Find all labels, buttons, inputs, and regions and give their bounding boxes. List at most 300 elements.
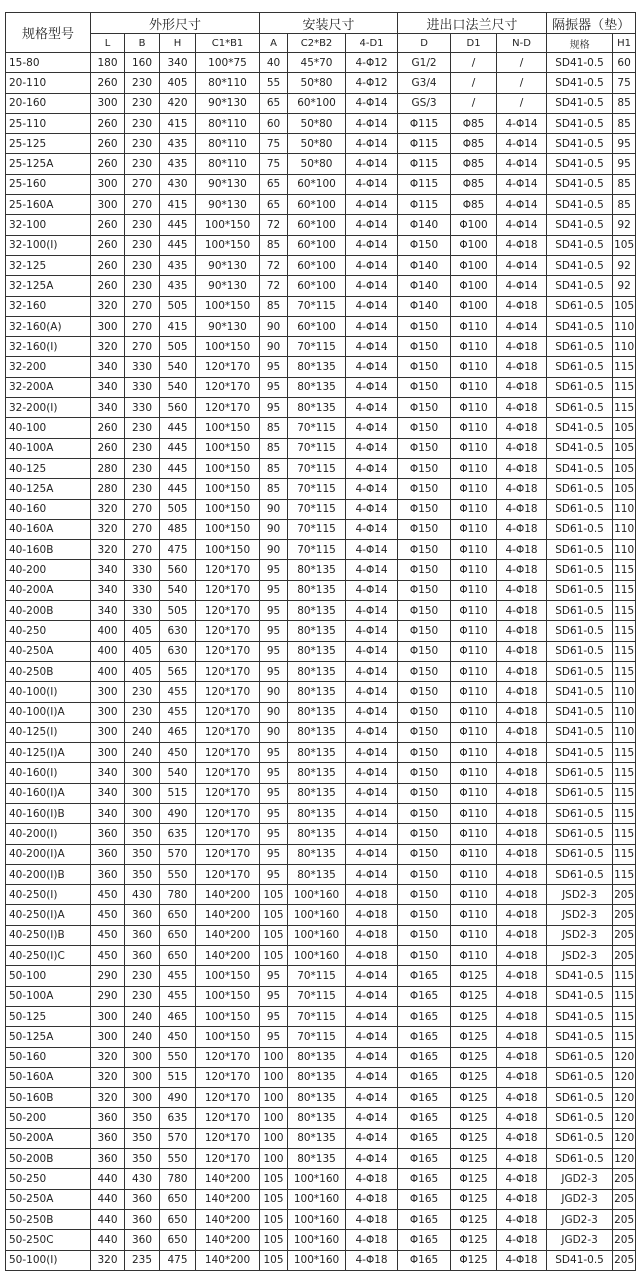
cell-ND: 4-Φ18 [497,540,547,560]
cell-H1: 105 [613,296,636,316]
cell-spec: SD61-0.5 [547,803,613,823]
table-row [6,844,636,864]
cell-C1B1: 140*200 [196,1209,260,1229]
cell-4D1: 4-Φ14 [346,458,398,478]
cell-C1B1: 100*75 [196,53,260,73]
cell-C2B2: 100*160 [288,1230,346,1250]
cell-H1: 115 [613,824,636,844]
cell-L: 450 [91,925,125,945]
cell-D: Φ115 [398,195,451,215]
cell-D: Φ150 [398,702,451,722]
cell-D1: Φ110 [451,824,497,844]
cell-ND: 4-Φ18 [497,864,547,884]
cell-H: 550 [160,1149,196,1169]
cell-spec: SD41-0.5 [547,93,613,113]
cell-ND: 4-Φ18 [497,824,547,844]
cell-ND: 4-Φ18 [497,946,547,966]
cell-ND: 4-Φ18 [497,580,547,600]
cell-spec: SD41-0.5 [547,1027,613,1047]
cell-ND: 4-Φ18 [497,519,547,539]
cell-C1B1: 120*170 [196,763,260,783]
cell-H1: 115 [613,560,636,580]
cell-4D1: 4-Φ14 [346,418,398,438]
cell-D1: Φ85 [451,113,497,133]
table-row [6,1067,636,1087]
cell-B: 230 [125,702,160,722]
cell-H1: 115 [613,580,636,600]
cell-C1B1: 100*150 [196,986,260,1006]
cell-4D1: 4-Φ14 [346,824,398,844]
cell-spec: SD61-0.5 [547,1128,613,1148]
cell-4D1: 4-Φ14 [346,499,398,519]
cell-D: Φ165 [398,1230,451,1250]
table-row [6,1108,636,1128]
cell-C2B2: 80*135 [288,580,346,600]
cell-A: 100 [260,1149,288,1169]
cell-L: 290 [91,966,125,986]
cell-ND: 4-Φ18 [497,479,547,499]
cell-B: 330 [125,357,160,377]
cell-D1: Φ100 [451,255,497,275]
cell-C2B2: 100*160 [288,905,346,925]
cell-H: 650 [160,905,196,925]
cell-spec: JSD2-3 [547,905,613,925]
cell-C2B2: 80*135 [288,743,346,763]
cell-spec: SD61-0.5 [547,864,613,884]
table-row [6,722,636,742]
cell-H: 450 [160,1027,196,1047]
cell-D: Φ150 [398,418,451,438]
cell-D1: Φ100 [451,215,497,235]
cell-spec: SD61-0.5 [547,398,613,418]
cell-ND: / [497,93,547,113]
cell-ND: 4-Φ18 [497,702,547,722]
cell-B: 230 [125,93,160,113]
cell-D: Φ165 [398,1067,451,1087]
cell-A: 105 [260,946,288,966]
cell-model: 50-250B [6,1209,91,1229]
cell-model: 50-250C [6,1230,91,1250]
cell-model: 32-100 [6,215,91,235]
cell-model: 32-160(I) [6,337,91,357]
cell-B: 240 [125,722,160,742]
cell-A: 72 [260,276,288,296]
cell-B: 270 [125,316,160,336]
cell-L: 360 [91,864,125,884]
cell-H1: 115 [613,1006,636,1026]
cell-4D1: 4-Φ14 [346,357,398,377]
cell-spec: SD41-0.5 [547,73,613,93]
table-row [6,661,636,681]
cell-4D1: 4-Φ14 [346,864,398,884]
cell-A: 100 [260,1088,288,1108]
cell-D1: Φ110 [451,499,497,519]
cell-C1B1: 80*110 [196,134,260,154]
cell-C1B1: 120*170 [196,1088,260,1108]
cell-spec: SD61-0.5 [547,824,613,844]
cell-H1: 85 [613,174,636,194]
cell-C2B2: 60*100 [288,174,346,194]
cell-H: 515 [160,1067,196,1087]
cell-ND: 4-Φ18 [497,1209,547,1229]
cell-4D1: 4-Φ14 [346,276,398,296]
cell-A: 85 [260,235,288,255]
cell-model: 40-250(I) [6,885,91,905]
cell-H1: 205 [613,1230,636,1250]
cell-L: 180 [91,53,125,73]
cell-H: 445 [160,235,196,255]
cell-H: 630 [160,641,196,661]
cell-B: 230 [125,255,160,275]
cell-H: 550 [160,1047,196,1067]
cell-H: 560 [160,560,196,580]
cell-C2B2: 100*160 [288,946,346,966]
cell-H: 780 [160,1169,196,1189]
cell-A: 100 [260,1047,288,1067]
cell-A: 65 [260,93,288,113]
cell-B: 240 [125,1006,160,1026]
cell-H1: 205 [613,1250,636,1270]
cell-D: Φ150 [398,763,451,783]
cell-4D1: 4-Φ14 [346,255,398,275]
cell-H1: 115 [613,398,636,418]
cell-C1B1: 120*170 [196,560,260,580]
cell-L: 260 [91,73,125,93]
cell-A: 65 [260,174,288,194]
cell-A: 105 [260,905,288,925]
cell-B: 360 [125,1230,160,1250]
cell-L: 260 [91,418,125,438]
table-row [6,1006,636,1026]
cell-L: 440 [91,1169,125,1189]
table-row [6,560,636,580]
cell-D1: Φ110 [451,763,497,783]
cell-4D1: 4-Φ14 [346,296,398,316]
table-row [6,864,636,884]
cell-C1B1: 100*150 [196,1006,260,1026]
cell-L: 300 [91,93,125,113]
cell-4D1: 4-Φ14 [346,1027,398,1047]
cell-model: 40-160A [6,519,91,539]
cell-D1: Φ110 [451,418,497,438]
cell-B: 230 [125,276,160,296]
cell-4D1: 4-Φ14 [346,377,398,397]
cell-C1B1: 90*130 [196,316,260,336]
cell-B: 330 [125,377,160,397]
cell-H1: 205 [613,1209,636,1229]
cell-A: 95 [260,601,288,621]
cell-C2B2: 100*160 [288,1209,346,1229]
cell-H1: 105 [613,418,636,438]
cell-L: 260 [91,134,125,154]
cell-C2B2: 80*135 [288,357,346,377]
cell-D: Φ165 [398,1128,451,1148]
cell-D1: Φ125 [451,1230,497,1250]
cell-ND: 4-Φ18 [497,337,547,357]
cell-spec: SD61-0.5 [547,601,613,621]
cell-C2B2: 70*115 [288,438,346,458]
cell-C1B1: 120*170 [196,621,260,641]
cell-H: 650 [160,1230,196,1250]
cell-C2B2: 60*100 [288,276,346,296]
table-row [6,255,636,275]
cell-4D1: 4-Φ18 [346,1189,398,1209]
cell-L: 440 [91,1230,125,1250]
cell-4D1: 4-Φ14 [346,479,398,499]
table-row [6,986,636,1006]
cell-L: 360 [91,844,125,864]
cell-L: 320 [91,499,125,519]
cell-4D1: 4-Φ14 [346,986,398,1006]
cell-model: 25-125 [6,134,91,154]
cell-C1B1: 120*170 [196,1128,260,1148]
cell-B: 270 [125,195,160,215]
cell-H: 340 [160,53,196,73]
cell-A: 95 [260,1006,288,1026]
cell-B: 230 [125,479,160,499]
col-header-spec: 规格 [547,34,613,53]
cell-H: 405 [160,73,196,93]
cell-C1B1: 120*170 [196,783,260,803]
cell-spec: SD41-0.5 [547,1250,613,1270]
cell-A: 95 [260,763,288,783]
cell-model: 40-100A [6,438,91,458]
cell-A: 85 [260,458,288,478]
cell-model: 32-200(I) [6,398,91,418]
cell-D: Φ150 [398,864,451,884]
cell-model: 50-160B [6,1088,91,1108]
cell-L: 300 [91,316,125,336]
cell-C2B2: 45*70 [288,53,346,73]
cell-C2B2: 100*160 [288,1250,346,1270]
col-header-4D1: 4-D1 [346,34,398,53]
cell-H: 780 [160,885,196,905]
cell-H: 455 [160,682,196,702]
cell-C1B1: 100*150 [196,418,260,438]
cell-model: 40-200 [6,560,91,580]
cell-H1: 120 [613,1128,636,1148]
col-header-H1: H1 [613,34,636,53]
cell-D1: Φ110 [451,946,497,966]
cell-ND: 4-Φ18 [497,1067,547,1087]
cell-spec: SD61-0.5 [547,1108,613,1128]
table-row [6,905,636,925]
col-header-C2B2: C2*B2 [288,34,346,53]
cell-D1: Φ110 [451,885,497,905]
cell-spec: SD41-0.5 [547,418,613,438]
cell-D1: Φ85 [451,154,497,174]
cell-D: Φ150 [398,661,451,681]
cell-L: 450 [91,885,125,905]
cell-D: Φ165 [398,966,451,986]
table-row [6,357,636,377]
cell-L: 400 [91,621,125,641]
cell-B: 270 [125,519,160,539]
cell-A: 100 [260,1067,288,1087]
cell-H: 445 [160,418,196,438]
cell-D1: Φ85 [451,134,497,154]
cell-4D1: 4-Φ14 [346,682,398,702]
cell-H: 415 [160,195,196,215]
cell-C2B2: 100*160 [288,1169,346,1189]
cell-model: 50-100 [6,966,91,986]
cell-model: 32-125A [6,276,91,296]
cell-B: 350 [125,844,160,864]
cell-spec: SD61-0.5 [547,499,613,519]
cell-H1: 120 [613,1067,636,1087]
cell-A: 95 [260,864,288,884]
cell-B: 405 [125,641,160,661]
cell-4D1: 4-Φ12 [346,73,398,93]
cell-C2B2: 70*115 [288,1027,346,1047]
cell-C1B1: 120*170 [196,824,260,844]
col-header-H: H [160,34,196,53]
table-row [6,215,636,235]
cell-B: 430 [125,1169,160,1189]
cell-C1B1: 100*150 [196,296,260,316]
cell-D1: Φ110 [451,357,497,377]
cell-L: 260 [91,255,125,275]
cell-L: 300 [91,1027,125,1047]
cell-A: 90 [260,722,288,742]
cell-D1: Φ125 [451,1189,497,1209]
cell-ND: 4-Φ18 [497,458,547,478]
cell-C1B1: 80*110 [196,113,260,133]
cell-H1: 75 [613,73,636,93]
cell-C2B2: 60*100 [288,255,346,275]
table-row [6,134,636,154]
cell-C1B1: 100*150 [196,215,260,235]
cell-B: 230 [125,986,160,1006]
cell-B: 300 [125,803,160,823]
cell-D1: Φ110 [451,925,497,945]
cell-spec: SD61-0.5 [547,540,613,560]
cell-A: 95 [260,844,288,864]
cell-H: 540 [160,357,196,377]
cell-A: 95 [260,377,288,397]
cell-C1B1: 120*170 [196,864,260,884]
cell-D1: Φ110 [451,743,497,763]
cell-L: 260 [91,438,125,458]
cell-4D1: 4-Φ18 [346,946,398,966]
cell-B: 270 [125,499,160,519]
table-row [6,398,636,418]
cell-spec: SD61-0.5 [547,580,613,600]
table-row [6,296,636,316]
cell-D1: Φ125 [451,1169,497,1189]
cell-spec: JSD2-3 [547,885,613,905]
cell-C2B2: 80*135 [288,560,346,580]
cell-H: 490 [160,1088,196,1108]
cell-H: 415 [160,316,196,336]
cell-H1: 92 [613,255,636,275]
cell-D: Φ150 [398,337,451,357]
cell-4D1: 4-Φ18 [346,1169,398,1189]
cell-model: 25-110 [6,113,91,133]
cell-B: 360 [125,1209,160,1229]
cell-D1: Φ110 [451,540,497,560]
cell-D: Φ115 [398,154,451,174]
cell-C2B2: 80*135 [288,641,346,661]
cell-L: 290 [91,986,125,1006]
cell-C1B1: 120*170 [196,377,260,397]
cell-4D1: 4-Φ14 [346,540,398,560]
cell-H: 650 [160,925,196,945]
cell-model: 50-100(I) [6,1250,91,1270]
cell-D1: Φ110 [451,458,497,478]
cell-model: 15-80 [6,53,91,73]
cell-H: 565 [160,661,196,681]
cell-C2B2: 50*80 [288,113,346,133]
cell-D: Φ150 [398,682,451,702]
cell-C1B1: 140*200 [196,1230,260,1250]
cell-model: 40-100(I)A [6,702,91,722]
cell-D: Φ150 [398,601,451,621]
cell-H1: 110 [613,519,636,539]
cell-ND: / [497,53,547,73]
cell-D: Φ150 [398,905,451,925]
cell-spec: SD41-0.5 [547,113,613,133]
cell-H1: 205 [613,925,636,945]
cell-H: 515 [160,783,196,803]
cell-A: 100 [260,1128,288,1148]
table-row [6,1027,636,1047]
cell-ND: 4-Φ14 [497,276,547,296]
cell-ND: 4-Φ18 [497,499,547,519]
cell-H1: 115 [613,986,636,1006]
cell-A: 105 [260,1209,288,1229]
cell-H: 445 [160,479,196,499]
cell-ND: 4-Φ18 [497,885,547,905]
cell-D: Φ150 [398,560,451,580]
cell-B: 300 [125,1088,160,1108]
cell-model: 40-250(I)C [6,946,91,966]
cell-C1B1: 120*170 [196,1047,260,1067]
cell-B: 360 [125,905,160,925]
cell-A: 105 [260,1250,288,1270]
cell-H1: 115 [613,864,636,884]
cell-H1: 205 [613,885,636,905]
cell-4D1: 4-Φ14 [346,641,398,661]
cell-D: Φ115 [398,134,451,154]
cell-B: 405 [125,661,160,681]
cell-L: 300 [91,195,125,215]
cell-H1: 115 [613,377,636,397]
cell-C1B1: 120*170 [196,1149,260,1169]
cell-B: 360 [125,925,160,945]
cell-spec: SD41-0.5 [547,1006,613,1026]
cell-4D1: 4-Φ14 [346,438,398,458]
table-row [6,1149,636,1169]
cell-4D1: 4-Φ18 [346,1230,398,1250]
cell-ND: 4-Φ18 [497,925,547,945]
table-row [6,783,636,803]
cell-H: 435 [160,276,196,296]
cell-L: 360 [91,1108,125,1128]
cell-4D1: 4-Φ14 [346,235,398,255]
cell-H: 505 [160,499,196,519]
cell-D: Φ150 [398,357,451,377]
cell-H: 435 [160,255,196,275]
cell-D: Φ165 [398,1006,451,1026]
cell-D: Φ150 [398,519,451,539]
cell-D1: Φ125 [451,1027,497,1047]
cell-H1: 115 [613,763,636,783]
cell-C2B2: 80*135 [288,1128,346,1148]
cell-D1: Φ125 [451,986,497,1006]
cell-H1: 115 [613,621,636,641]
cell-D1: Φ110 [451,682,497,702]
